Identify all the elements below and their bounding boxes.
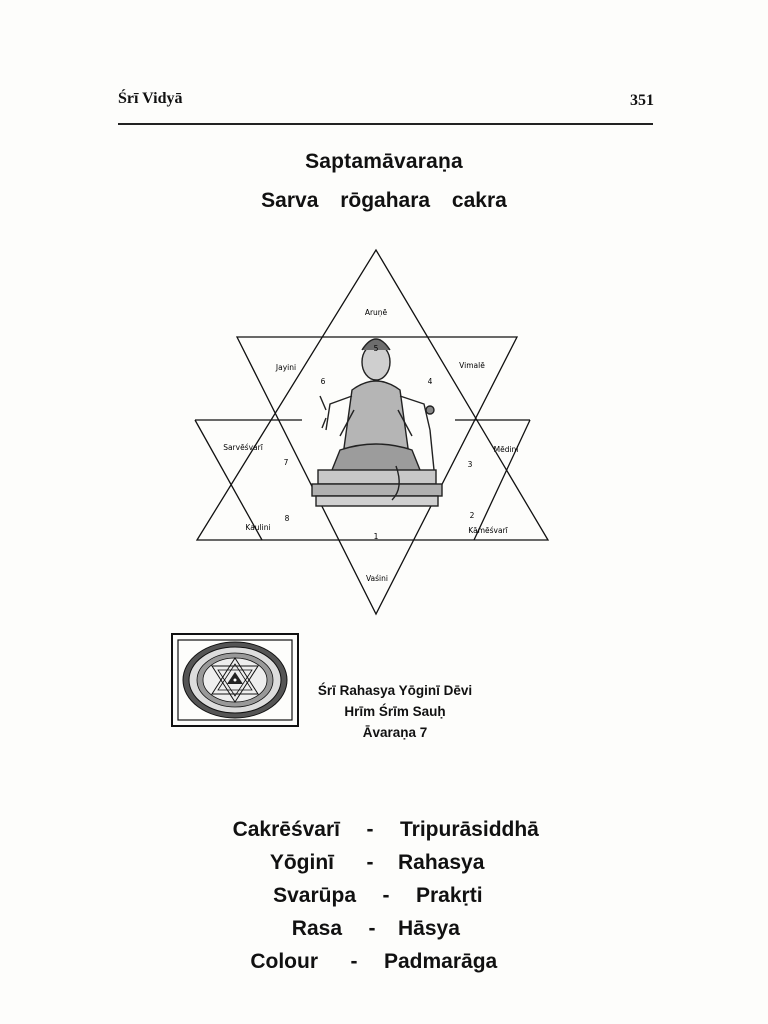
number-6: 6 bbox=[320, 377, 326, 386]
attribute-dash: - bbox=[350, 950, 358, 973]
attribute-key: Colour bbox=[250, 950, 318, 973]
number-7: 7 bbox=[283, 458, 289, 467]
label-sarvesvari: Sarvēśvarī bbox=[223, 443, 263, 452]
attribute-dash: - bbox=[366, 818, 374, 841]
attribute-value: Rahasya bbox=[398, 851, 485, 874]
attribute-row bbox=[0, 950, 768, 983]
number-2: 2 bbox=[469, 511, 475, 520]
attribute-dash: - bbox=[368, 917, 376, 940]
label-kaulini: Kaulini bbox=[245, 523, 271, 532]
page-number: 351 bbox=[630, 92, 654, 109]
attribute-table bbox=[0, 818, 768, 983]
attribute-dash: - bbox=[366, 851, 374, 874]
attribute-key: Rasa bbox=[291, 917, 342, 940]
section-subtitle: Sarva rōgahara cakra bbox=[261, 189, 507, 212]
attribute-row bbox=[0, 818, 768, 851]
label-vimale: Vimalē bbox=[459, 361, 485, 370]
mantra-devi: Śrī Rahasya Yōginī Dēvi bbox=[317, 683, 473, 698]
attribute-key: Cakrēśvarī bbox=[232, 818, 340, 841]
attribute-dash: - bbox=[382, 884, 390, 907]
sri-yantra-icon bbox=[170, 632, 300, 728]
attribute-row bbox=[0, 851, 768, 884]
attribute-row bbox=[0, 884, 768, 917]
number-8: 8 bbox=[284, 514, 290, 523]
label-arune: Aruṇē bbox=[364, 308, 388, 317]
attribute-key: Svarūpa bbox=[273, 884, 356, 907]
attribute-value: Hāsya bbox=[398, 917, 460, 940]
number-4: 4 bbox=[427, 377, 433, 386]
number-1: 1 bbox=[373, 532, 379, 541]
attribute-row bbox=[0, 917, 768, 950]
attribute-value: Padmarāga bbox=[384, 950, 498, 973]
section-title: Saptamāvaraṇa bbox=[305, 150, 463, 173]
mantra-avarana: Āvaraṇa 7 bbox=[362, 725, 428, 740]
number-5: 5 bbox=[373, 344, 379, 353]
goddess-figure-icon bbox=[312, 339, 442, 506]
mantra-bija: Hrīm Śrīm Sauḥ bbox=[344, 704, 446, 719]
attribute-key: Yōginī bbox=[269, 851, 334, 874]
label-vasini: Vaśini bbox=[366, 574, 388, 583]
label-jayini: Jayini bbox=[275, 363, 297, 372]
label-kamesvari: Kāmēśvarī bbox=[468, 526, 508, 535]
attribute-value: Prakṛti bbox=[416, 884, 483, 907]
number-3: 3 bbox=[467, 460, 473, 469]
label-medini: Mēdini bbox=[493, 445, 519, 454]
attribute-value: Tripurāsiddhā bbox=[400, 818, 539, 841]
mantra-block bbox=[290, 680, 500, 743]
running-head: Śrī Vidyā bbox=[118, 90, 183, 107]
